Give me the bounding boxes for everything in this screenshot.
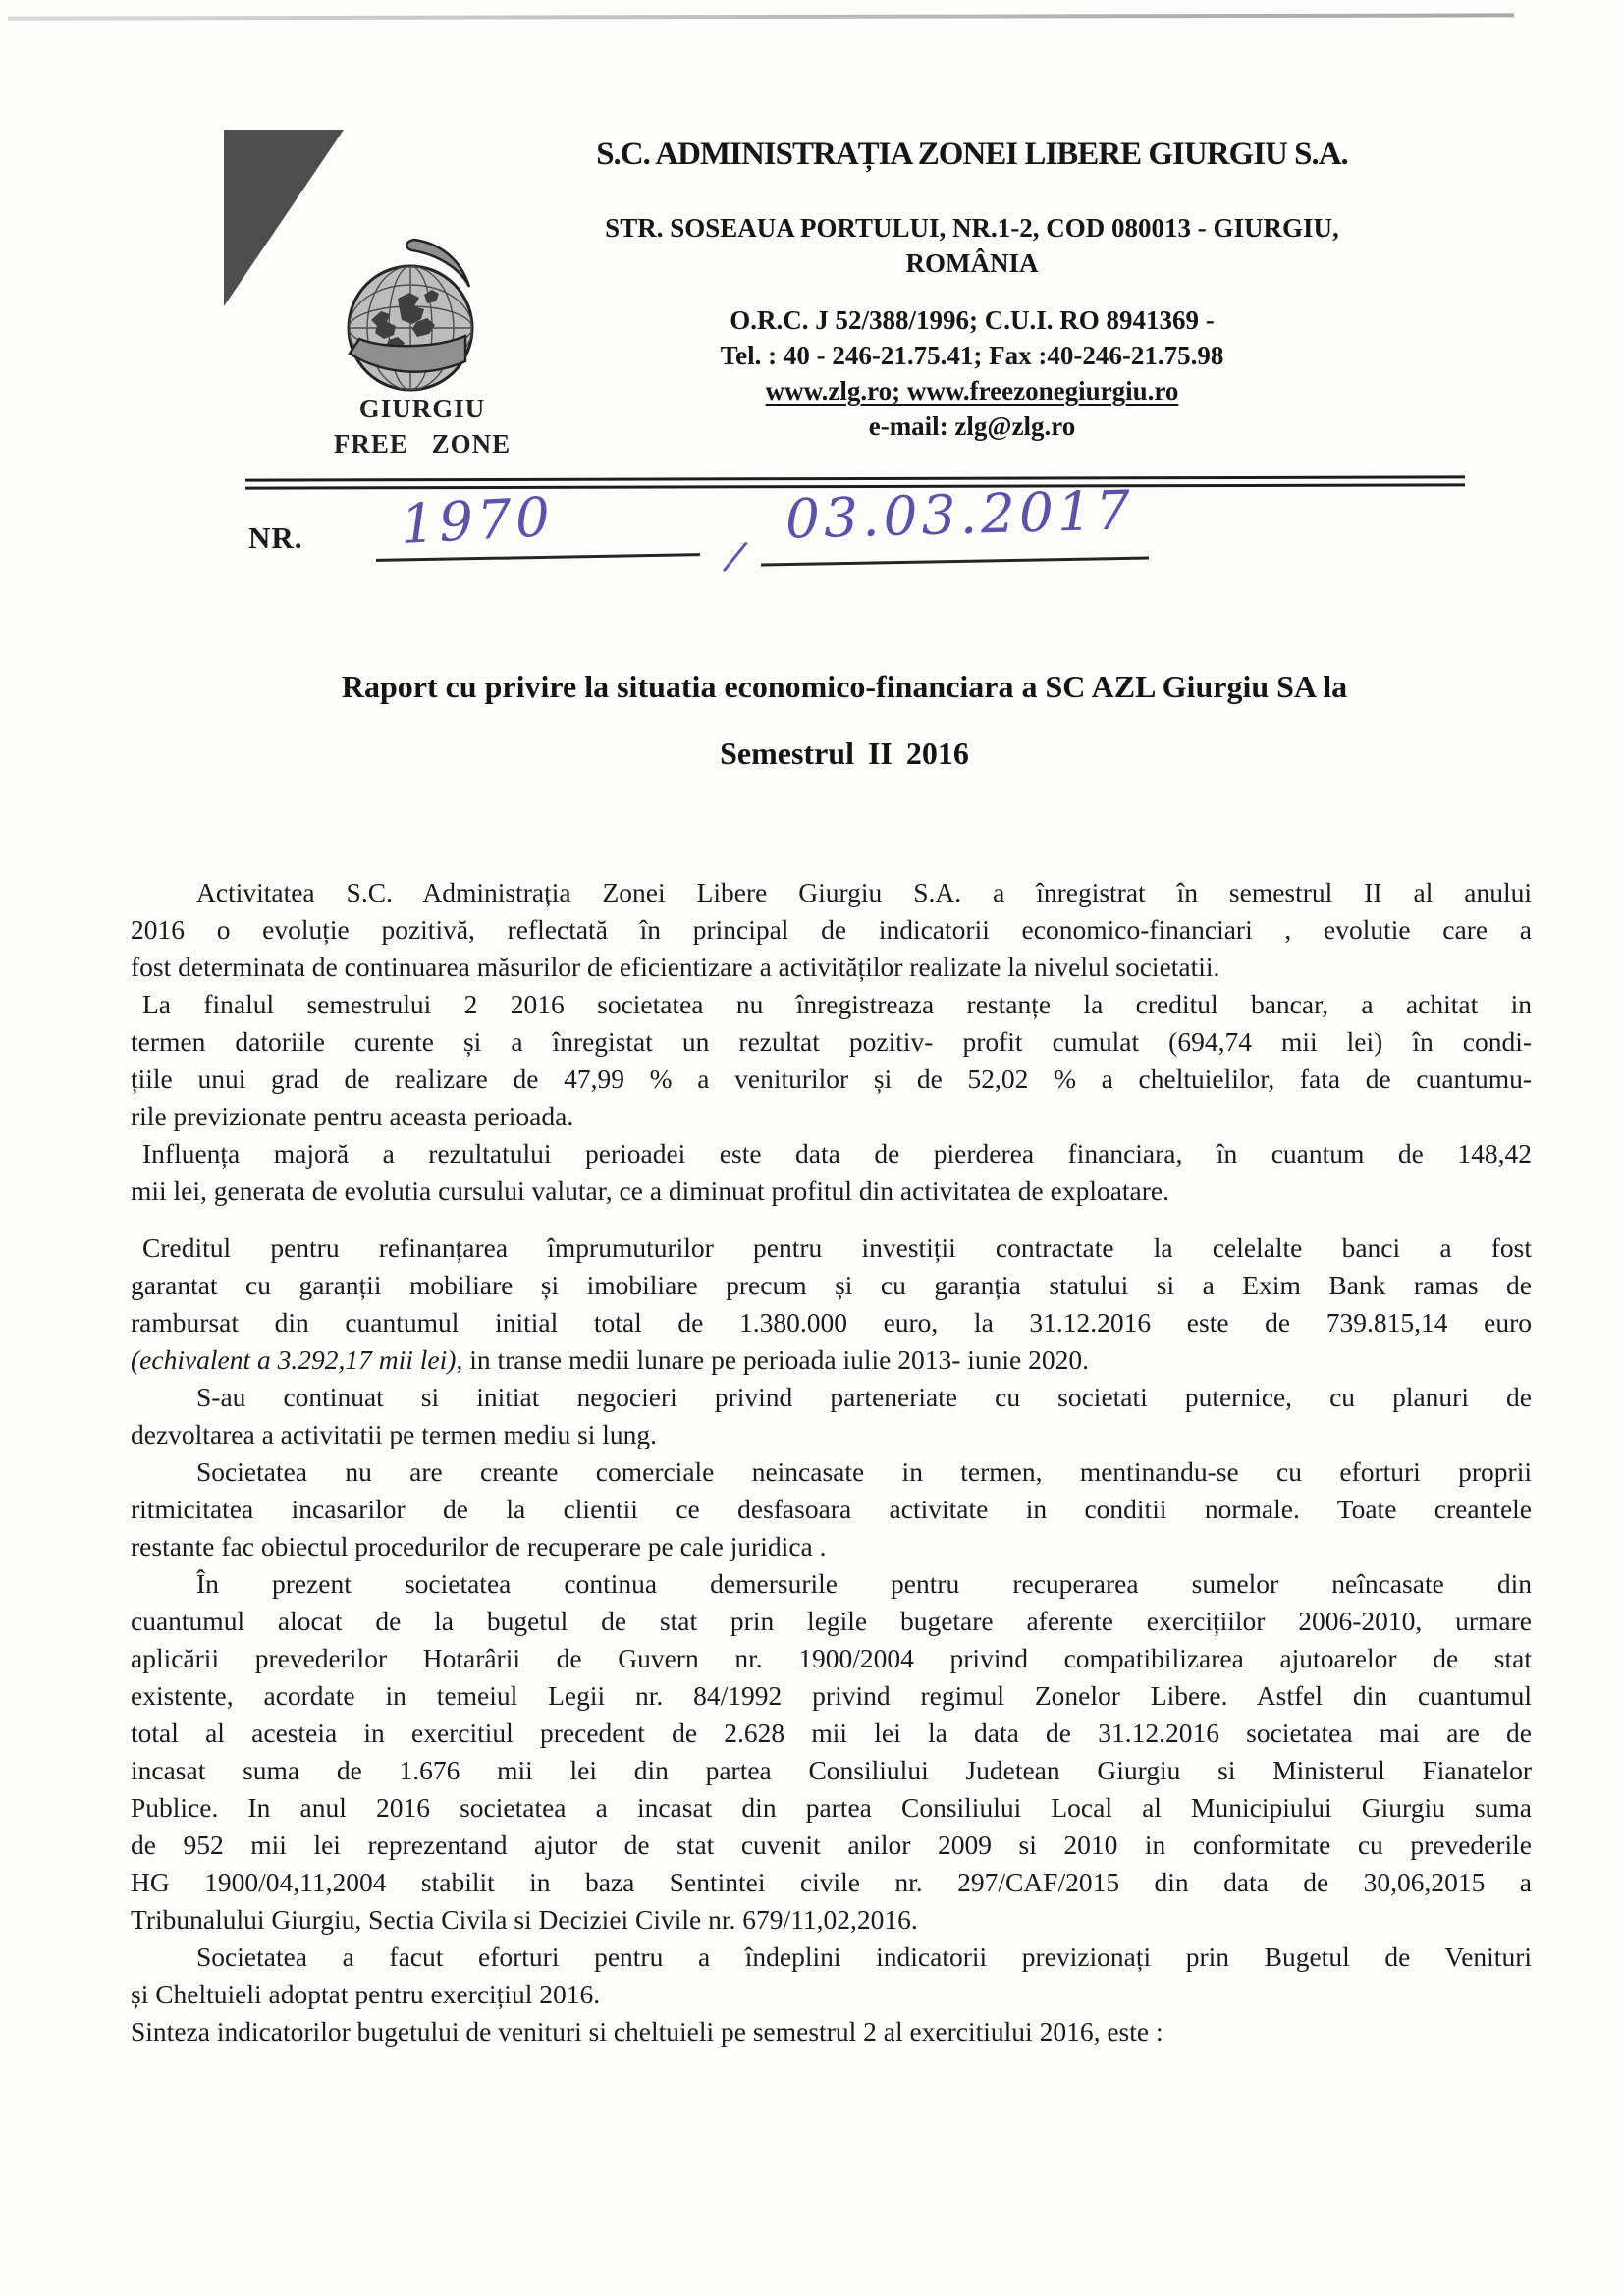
logo-caption-free-zone: FREE ZONE (333, 429, 512, 459)
document-title (157, 669, 1532, 771)
text-line: Societatea nu are creante comerciale neincasate in termen, mentinandu-se cu eforturi proprii (196, 1456, 1532, 1487)
paragraph (131, 874, 1532, 986)
paragraph (131, 1379, 1532, 1453)
scan-artifact-line (8, 13, 1514, 20)
text-line: aplicării prevederilor Hotarârii de Guvern nr. 1900/2004 privind compatibilizarea ajutoarelor de stat (131, 1643, 1532, 1673)
company-address-line2: ROMÂNIA (905, 248, 1039, 278)
logo-caption-giurgiu: GIURGIU (358, 394, 486, 423)
text-line: ritmicitatea incasarilor de la clientii ce desfasoara activitate in conditii normale. Toate creantele (131, 1494, 1532, 1524)
text-line: În prezent societatea continua demersurile pentru recuperarea sumelor neîncasate din (196, 1568, 1532, 1599)
text-line: restante fac obiectul procedurilor de recuperare pe cale juridica . (131, 1531, 827, 1561)
text-line: Creditul pentru refinanțarea împrumuturilor pentru investiții contractate la celelalte banci a fost (142, 1232, 1532, 1263)
paragraph (131, 1135, 1532, 1210)
text-line: total al acesteia in exercitiul precedent de 2.628 mii lei la data de 31.12.2016 societatea mai are de (131, 1718, 1532, 1748)
text-line: Societatea a facut eforturi pentru a îndeplini indicatorii previzionați prin Bugetul de Venituri (196, 1941, 1532, 1972)
company-name: S.C. ADMINISTRAȚIA ZONEI LIBERE GIURGIU S.A. (596, 137, 1348, 172)
text-line: mii lei, generata de evolutia cursului valutar, ce a diminuat profitul din activitatea de exploatare. (131, 1175, 1169, 1206)
text-line: rambursat din cuantumul initial total de 1.380.000 euro, la 31.12.2016 este de 739.815,14 euro (131, 1307, 1532, 1338)
text-line: 2016 o evoluție pozitivă, reflectată în principal de indicatorii economico-financiari , evolutie care a (131, 914, 1532, 945)
paragraph (131, 2013, 1532, 2050)
text-line: HG 1900/04,11,2004 stabilit in baza Sentintei civile nr. 297/CAF/2015 din data de 30,06,2015 a (131, 1867, 1532, 1897)
company-email: e-mail: zlg@zlg.ro (868, 411, 1076, 441)
text-line: Activitatea S.C. Administrația Zonei Libere Giurgiu S.A. a înregistrat în semestrul II al anului (196, 877, 1532, 907)
document-title-line1: Raport cu privire la situatia economico-financiara a SC AZL Giurgiu SA la (341, 669, 1348, 704)
text-line: și Cheltuieli adoptat pentru exercițiul 2016. (131, 1979, 601, 2009)
document-body (131, 874, 1532, 2050)
text-line: S-au continuat si initiat negocieri privind parteneriate cu societati puternice, cu planuri de (196, 1382, 1532, 1412)
handwritten-separator-slash: / (724, 532, 751, 581)
text-line: Sinteza indicatorilor bugetului de venituri si cheltuieli pe semestrul 2 al exercitiului 2016, este : (131, 2016, 1163, 2047)
text-line: garantat cu garanții mobiliare și imobiliare precum și cu garanția statului si a Exim Bank ramas de (131, 1270, 1532, 1300)
paragraph (131, 1453, 1532, 1565)
letterhead (555, 134, 1389, 444)
text-line: Influența majoră a rezultatului perioadei este data de pierderea financiara, în cuantum de 148,42 (142, 1138, 1532, 1169)
text-line: de 952 mii lei reprezentand ajutor de stat cuvenit anilor 2009 si 2010 in conformitate cu prevederile (131, 1830, 1532, 1860)
text-line: incasat suma de 1.676 mii lei din partea Consiliului Judetean Giurgiu si Ministerul Fianatelor (131, 1755, 1532, 1785)
company-phone-fax-line: Tel. : 40 - 246-21.75.41; Fax :40-246-21.75.98 (720, 341, 1224, 370)
registration-number-label: NR. (248, 520, 303, 555)
document-title-line2: Semestrul II 2016 (720, 736, 969, 771)
text-line: rile previzionate pentru aceasta perioada. (131, 1101, 574, 1131)
paragraph (131, 1565, 1532, 1939)
text-line: (echivalent a 3.292,17 mii lei), in transe medii lunare pe perioada iulie 2013- iunie 2020. (131, 1344, 1089, 1375)
company-registration-line: O.R.C. J 52/388/1996; C.U.I. RO 8941369 - (730, 305, 1215, 335)
text-line: termen datoriile curente și a înregistat un rezultat pozitiv- profit cumulat (694,74 mii lei) în condi- (131, 1026, 1532, 1057)
text-line: Publice. In anul 2016 societatea a incasat din partea Consiliului Local al Municipiului Giurgiu suma (131, 1792, 1532, 1823)
text-line: Tribunalului Giurgiu, Sectia Civila si Deciziei Civile nr. 679/11,02,2016. (131, 1904, 918, 1935)
text-line: dezvoltarea a activitatii pe termen mediu si lung. (131, 1419, 658, 1449)
paragraph (131, 1939, 1532, 2013)
text-line: fost determinata de continuarea măsurilor de eficientizare a activităților realizate la nivelul societatii. (131, 952, 1220, 982)
text-line: cuantumul alocat de la bugetul de stat prin legile bugetare aferente exercițiilor 2006-2010, urmare (131, 1606, 1532, 1636)
paragraph (131, 986, 1532, 1135)
text-line: existente, acordate in temeiul Legii nr. 84/1992 privind regimul Zonelor Libere. Astfel din cuantumul (131, 1680, 1532, 1711)
handwritten-registration-date: 03.03.2017 (784, 478, 1135, 551)
paragraph (131, 1230, 1532, 1379)
giurgiu-free-zone-globe-icon (326, 236, 499, 403)
registration-date-underline (761, 557, 1149, 567)
text-line: țiile unui grad de realizare de 47,99 % a veniturilor și de 52,02 % a cheltuielilor, fata de cuantumu- (131, 1064, 1532, 1094)
company-address-line1: STR. SOSEAUA PORTULUI, NR.1-2, COD 080013 - GIURGIU, (605, 213, 1339, 243)
text-line: La finalul semestrului 2 2016 societatea nu înregistreaza restanțe la creditul bancar, a achitat in (142, 989, 1532, 1019)
company-websites: www.zlg.ro; www.freezonegiurgiu.ro (765, 376, 1179, 406)
handwritten-registration-number: 1970 (399, 484, 556, 557)
